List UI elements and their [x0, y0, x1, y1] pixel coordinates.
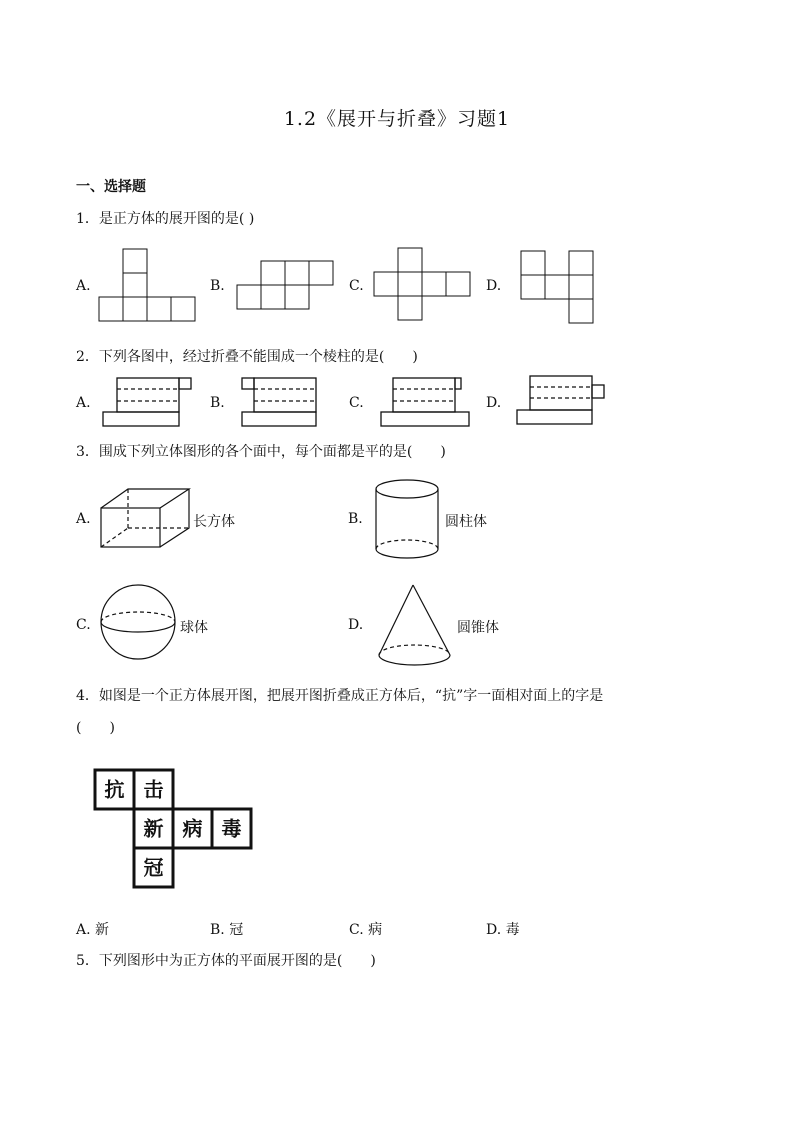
grid-char-bing: 病 — [182, 816, 203, 841]
question-3-text: 3．围成下列立体图形的各个面中，每个面都是平的是( ) — [76, 444, 446, 460]
q3-option-b-name: 圆柱体 — [445, 514, 487, 530]
q1-net-b — [237, 261, 333, 309]
q3-option-a-label: A. — [76, 511, 91, 527]
q1-option-c-label: C. — [349, 278, 364, 294]
q4-option-a: A. 新 — [76, 922, 110, 938]
q3-option-a-name: 长方体 — [193, 514, 235, 530]
q1-option-a-label: A. — [76, 278, 91, 294]
cone-figure — [379, 585, 450, 665]
question-2-text: 2．下列各图中，经过折叠不能围成一个棱柱的是( ) — [76, 349, 418, 365]
grid-char-xin: 新 — [143, 816, 164, 841]
cylinder-figure — [376, 480, 438, 558]
q2-option-d-label: D. — [486, 395, 502, 411]
grid-char-kang: 抗 — [104, 777, 125, 802]
page-title: 1.2《展开与折叠》习题1 — [283, 108, 511, 130]
grid-char-du: 毒 — [221, 816, 242, 841]
q2-option-b-label: B. — [210, 395, 225, 411]
q2-figure-c — [381, 378, 469, 426]
cube-net-grid — [95, 770, 251, 887]
q1-net-c — [374, 248, 470, 320]
q3-option-c-name: 球体 — [180, 620, 208, 636]
q3-option-d-label: D. — [348, 617, 364, 633]
q2-option-c-label: C. — [349, 395, 364, 411]
q3-option-b-label: B. — [348, 511, 363, 527]
question-4-text: 4．如图是一个正方体展开图，把展开图折叠成正方体后，“抗”字一面相对面上的字是 — [76, 688, 604, 704]
q1-net-d — [521, 251, 593, 323]
q2-option-a-label: A. — [76, 395, 91, 411]
cuboid-figure — [101, 489, 189, 547]
sphere-figure — [101, 585, 175, 659]
q1-option-b-label: B. — [210, 278, 225, 294]
q2-figure-d — [517, 376, 604, 424]
q3-option-d-name: 圆锥体 — [457, 620, 499, 636]
q2-figure-a — [103, 378, 191, 426]
question-5-text: 5．下列图形中为正方体的平面展开图的是( ) — [76, 953, 376, 969]
q3-option-c-label: C. — [76, 617, 91, 633]
q1-net-a — [99, 249, 195, 321]
q4-option-c: C. 病 — [349, 922, 383, 938]
grid-char-guan: 冠 — [143, 855, 164, 880]
grid-char-ji: 击 — [143, 777, 164, 802]
question-4-text-cont: ( ) — [76, 720, 115, 736]
question-1-text: 1．是正方体的展开图的是( ) — [76, 211, 255, 227]
q2-figure-b — [242, 378, 316, 426]
q4-option-d: D. 毒 — [486, 922, 520, 938]
q1-option-d-label: D. — [486, 278, 502, 294]
q4-option-b: B. 冠 — [210, 922, 244, 938]
section-heading: 一、选择题 — [76, 179, 146, 195]
